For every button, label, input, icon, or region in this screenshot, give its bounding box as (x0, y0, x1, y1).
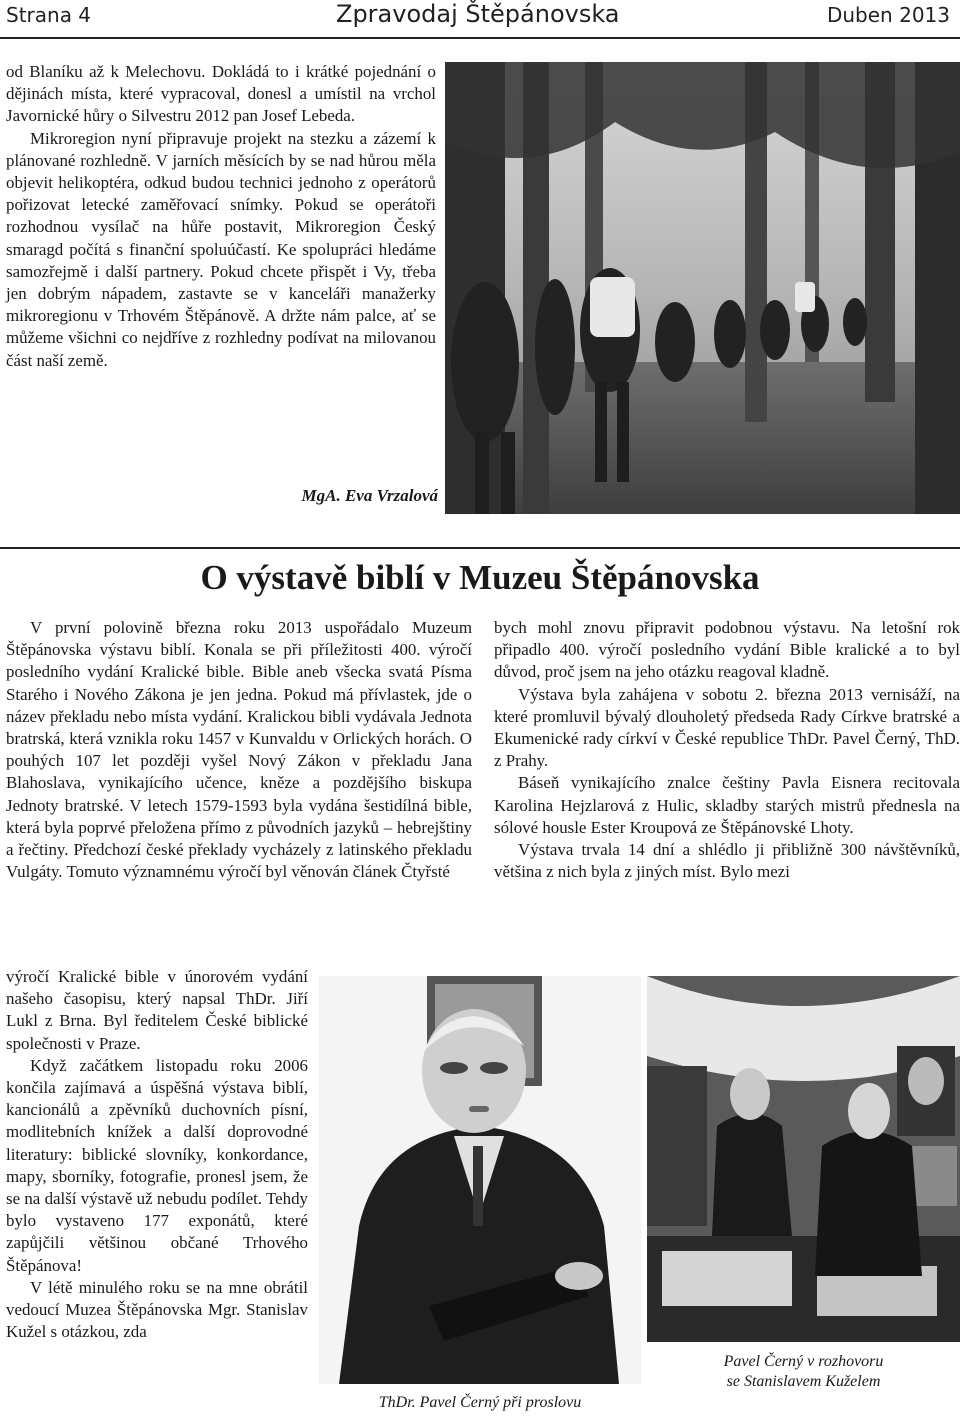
article2-paragraph: Výstava byla zahájena v sobotu 2. března 2013 vernisáží, na které promluvil bývalý dlouholetý předseda Rady Církve bratrské a Ekumenické rady církví v České republice ThDr. Pavel Černý, ThD. z Prahy. (494, 684, 960, 771)
article2-headline: O výstavě biblí v Muzeu Štěpánovska (200, 558, 760, 597)
page-number: Strana 4 (6, 3, 92, 27)
article2-paragraph: Když začátkem listopadu roku 2006 končila zajímavá a úspěšná výstava biblí, kancionálů a zpěvníků duchovních písní, modlitebních knížek a další doprovodné literatury: biblické slovníky, konkordance, mapy, sborníky, fotografie, pronesl jsem, že se na další výstavě už nebudu podílet. Tehdy bylo vystaveno 177 exponátů, které zapůjčili většinou občané Trhového Štěpánova! (6, 1055, 308, 1275)
photo-caption-conversation (647, 1352, 960, 1392)
article2-right-column (494, 617, 960, 883)
caption-line: Pavel Černý v rozhovoru (723, 1353, 884, 1370)
photo-forest-walk (445, 62, 960, 514)
article2-paragraph: bych mohl znovu připravit podobnou výstavu. Na letošní rok připadlo 400. výročí posledního vydání Bible kralické a to byl důvod, proč jsem na jeho otázku reagoval kladně. (494, 618, 960, 682)
article2-paragraph: výročí Kralické bible v únorovém vydání našeho časopisu, který napsal ThDr. Jiří Lukl z Brna. Byl ředitelem České biblické společnosti v Praze. (6, 967, 308, 1053)
article2-paragraph: Výstava trvala 14 dní a shlédlo ji přibližně 300 návštěvníků, většina z nich byla z jiných míst. Bylo mezi (494, 840, 960, 882)
photo-speaker (319, 976, 641, 1384)
header-rule (0, 37, 960, 39)
issue-date: Duben 2013 (826, 3, 950, 27)
article2-paragraph: V první polovině března roku 2013 uspořádalo Muzeum Štěpánovska výstavu biblí. Konala se při příležitosti 400. výročí posledního vydání Kralické bible. Bible aneb všecka svatá Písma Starého i Nového Zákona je jen jedna. Pokud má přívlastek, jde o název překladu nebo místa vydání. Kralickou bibli vydávala Jednota bratrská, která vznikla roku 1457 v Kunvaldu v Orlických horách. O pouhých 107 let později vyšel Nový Zákon v překladu Jana Blahoslava, vynikajícího učence, kněze a pozdějšího biskupa Jednoty bratrské. V letech 1579-1593 byla vydána šestidílná bible, která byla poprvé přeložena přímo z původních jazyků – hebrejštiny a řečtiny. Předchozí české překlady vycházely z latinského překladu Vulgáty. Tomuto významnému výročí byl věnován článek Čtyřsté (6, 618, 472, 882)
article2-paragraph: Báseň vynikajícího znalce češtiny Pavla Eisnera recitovala Karolina Hejzlarová z Hulic, skladby starých mistrů přednesla na sólové housle Ester Kroupová ze Štěpánovské Lhoty. (494, 773, 960, 837)
photo-caption-speaker: ThDr. Pavel Černý při proslovu (378, 1394, 582, 1411)
section-rule (0, 547, 960, 549)
photo-conversation (647, 976, 960, 1342)
article1-paragraph: od Blaníku až k Melechovu. Dokládá to i krátké pojednání o dějinách místa, které vypracoval, donesl a umístil na vrchol Javornické hůry o Silvestru 2012 pan Josef Lebeda. (6, 62, 436, 126)
article2-left-narrow (6, 966, 308, 1343)
article2-paragraph: V létě minulého roku se na mne obrátil vedoucí Muzea Štěpánovska Mgr. Stanislav Kužel s otázkou, zda (6, 1277, 308, 1342)
caption-line: se Stanislavem Kuželem (726, 1373, 881, 1390)
article2-left-column (6, 617, 472, 883)
newsletter-title: Zpravodaj Štěpánovska (336, 0, 620, 28)
page-header (0, 0, 960, 34)
article1-paragraph: Mikroregion nyní připravuje projekt na stezku a zázemí k plánované rozhledně. V jarních měsících by se nad hůrou měla objevit helikoptéra, odkud budou technici jednoho z operátorů pořizovat letecké zaměřovací snímky. Pokud se operátoři rozhodnou vysílač na hůře postavit, Mikroregion Český smaragd počítá s finanční spoluúčastí. Ke spolupráci hledáme samozřejmě i další partnery. Pokud chcete přispět i Vy, třeba jen dobrým nápadem, zastavte se v kanceláři manažerky mikroregionu v Trhovém Štěpánově. A držte nám palce, ať se můžeme všichni co nejdříve z rozhledny podívat na milovanou část naší země. (6, 128, 436, 370)
article1-signature: MgA. Eva Vrzalová (301, 486, 438, 505)
article1-text (6, 61, 436, 372)
